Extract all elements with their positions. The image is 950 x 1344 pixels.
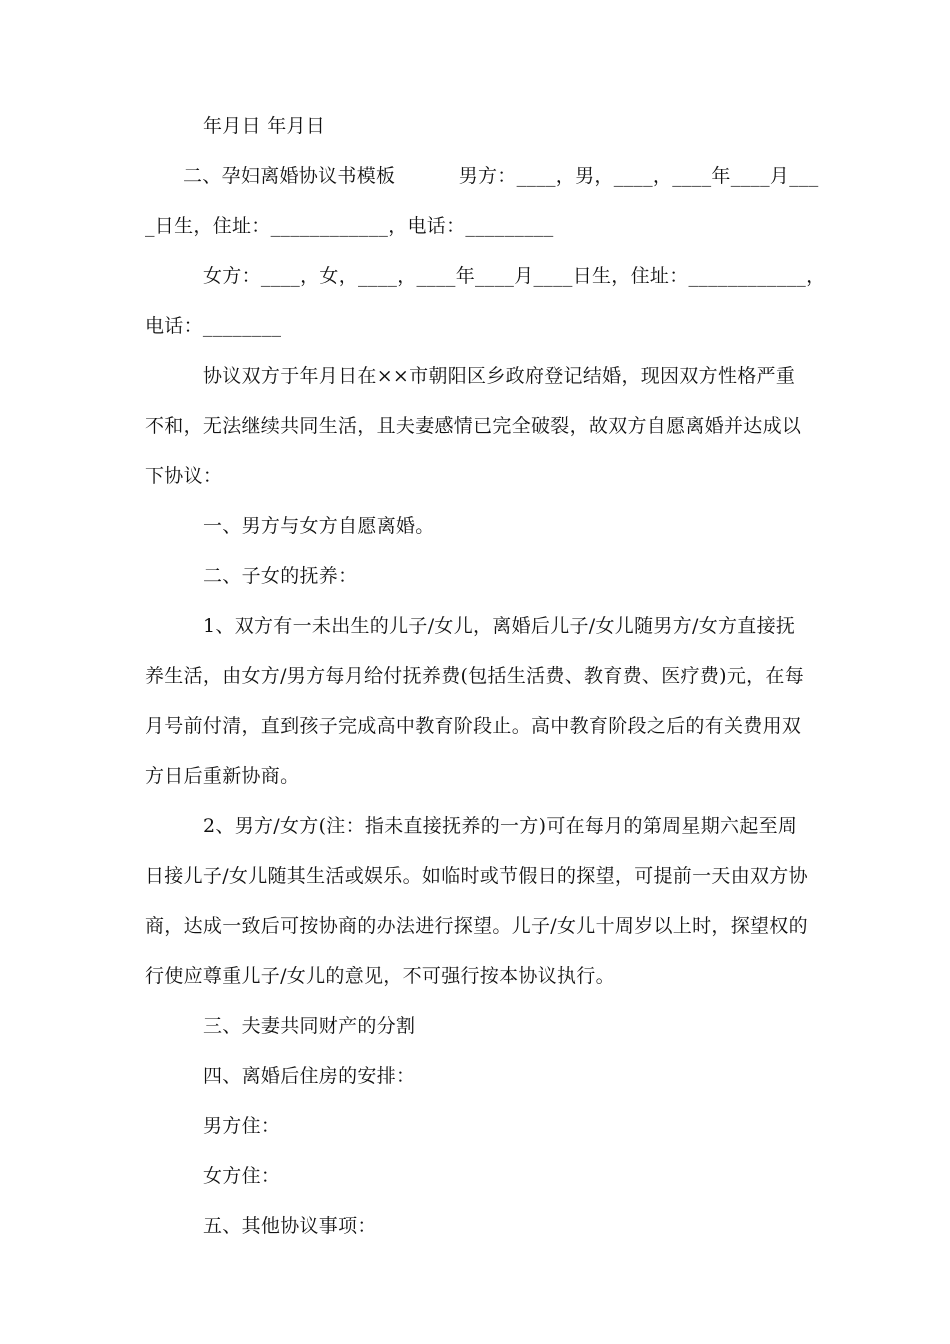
paragraph-line: 协议双方于年月日在××市朝阳区乡政府登记结婚，现因双方性格严重 [203, 365, 796, 387]
woman-residence: 女方住： [203, 1165, 281, 1187]
clause-four-heading: 四、离婚后住房的安排： [203, 1065, 416, 1087]
clause-three-heading: 三、夫妻共同财产的分割 [203, 1015, 416, 1037]
clause-one: 一、男方与女方自愿离婚。 [203, 515, 435, 537]
paragraph-line: 行使应尊重儿子/女儿的意见，不可强行按本协议执行。 [145, 965, 615, 987]
woman-phone: 电话：________ [145, 315, 282, 337]
paragraph-line: 方日后重新协商。 [145, 765, 300, 787]
paragraph-line: 1、双方有一未出生的儿子/女儿，离婚后儿子/女儿随男方/女方直接抚 [203, 615, 796, 637]
paragraph-line: 日接儿子/女儿随其生活或娱乐。如临时或节假日的探望，可提前一天由双方协 [145, 865, 808, 887]
paragraph-line: 下协议： [145, 465, 223, 487]
paragraph-line: 2、男方/女方(注：指未直接抚养的一方)可在每月的第周星期六起至周 [203, 815, 798, 837]
paragraph-line: 不和，无法继续共同生活，且夫妻感情已完全破裂，故双方自愿离婚并达成以 [145, 415, 802, 437]
woman-info: 女方：____，女，____，____年____月____日生，住址：____________， [203, 265, 826, 287]
clause-two-heading: 二、子女的抚养： [203, 565, 358, 587]
man-residence: 男方住： [203, 1115, 281, 1137]
paragraph-line: 商，达成一致后可按协商的办法进行探望。儿子/女儿十周岁以上时，探望权的 [145, 915, 808, 937]
date-line: 年月日 年月日 [203, 115, 326, 137]
clause-five-heading: 五、其他协议事项： [203, 1215, 377, 1237]
paragraph-line: 养生活，由女方/男方每月给付抚养费(包括生活费、教育费、医疗费)元，在每 [145, 665, 805, 687]
section-heading-template: 二、孕妇离婚协议书模板 男方：____，男，____，____年____月___ [183, 165, 819, 187]
man-info-continued: _日生，住址：____________，电话：_________ [145, 215, 554, 237]
paragraph-line: 月号前付清，直到孩子完成高中教育阶段止。高中教育阶段之后的有关费用双 [145, 715, 802, 737]
